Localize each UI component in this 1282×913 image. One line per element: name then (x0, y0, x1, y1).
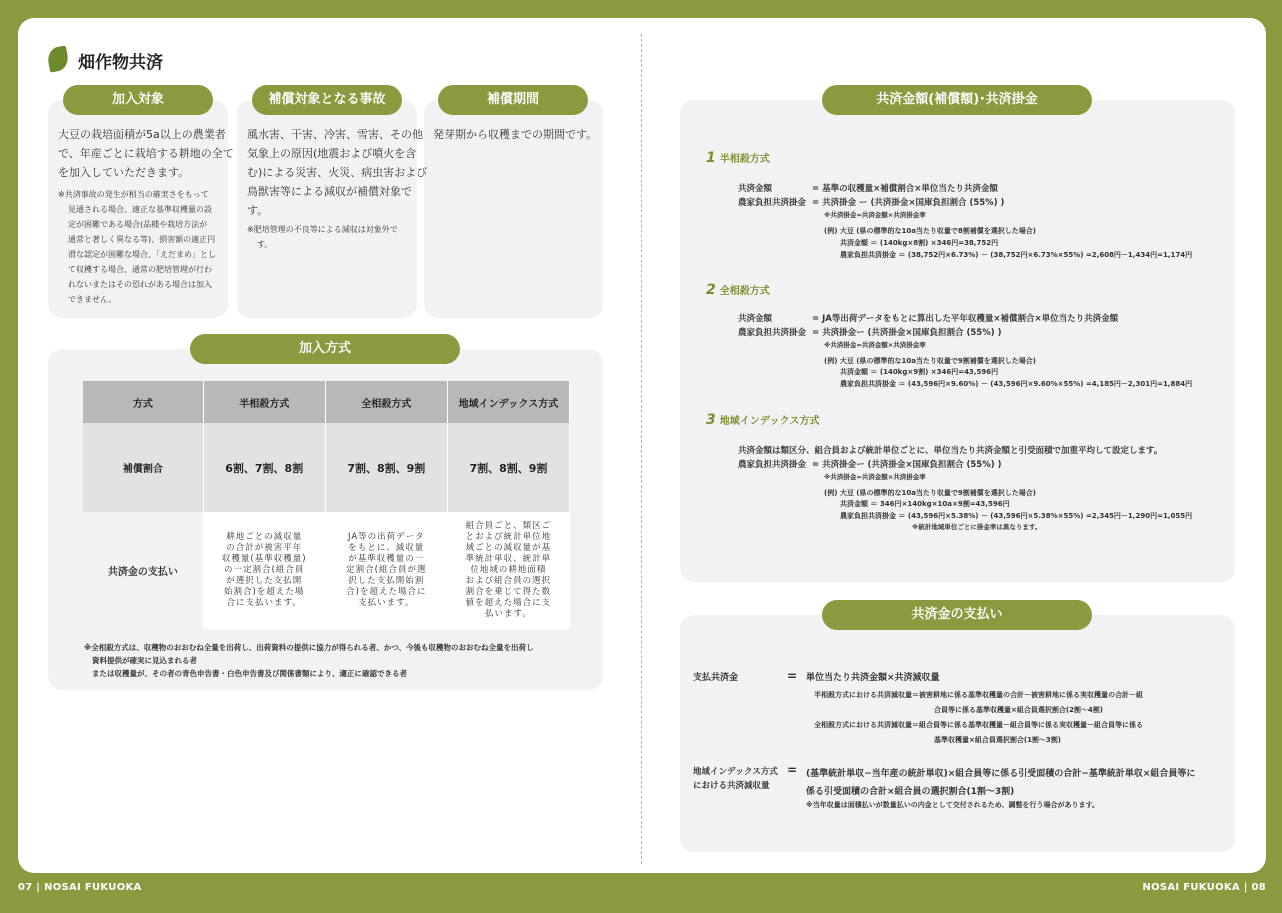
note-line: 定が困難である場合(品種や栽培方法が (68, 220, 208, 229)
premium-section-title (706, 282, 770, 298)
table-header-row (83, 381, 570, 423)
sub-line: 半相殺方式における共済減収量＝被害耕地に係る基準収穫量の合計－被害耕地に係る実収穫量の合計－組 (814, 691, 1143, 699)
formula-line: (基準統計単収−当年産の統計単収)×組合員等に係る引受面積の合計−基準統計単収×組合員等に (806, 769, 1196, 779)
cell-line: 支払います。 (358, 598, 415, 608)
enrollment-header: 加入対象 (63, 85, 213, 115)
table-cell (325, 512, 447, 629)
formula-label: 農家負担共済掛金 (738, 198, 807, 208)
cell-line: 準統計単収、統計単 (465, 554, 552, 564)
section-number: 3 (706, 412, 716, 428)
formula-small-note: ※共済掛金=共済金額×共済掛金率 (824, 211, 926, 219)
note-line: 見通される場合、適正な基準収穫量の設 (68, 205, 212, 214)
example-note: ※統計地域単位ごとに掛金率は異なります。 (912, 523, 1042, 531)
note-line: ※肥培管理の不良等による減収は対象外で (247, 225, 398, 234)
table-cell (447, 512, 569, 629)
cell-line: 割合を乗じて得た数 (465, 587, 552, 597)
cell-line: 域ごとの減収量が基 (465, 543, 552, 553)
table-cell: 7割、8割、9割 (447, 423, 569, 512)
payout-header: 共済金の支払い (822, 600, 1092, 630)
text-line: 発芽期から収穫までの期間です。 (433, 128, 598, 141)
sub-line: 合員等に係る基準収穫量×組合員選択割合(2割〜4割) (934, 706, 1104, 714)
formula-label: 共済金額 (738, 184, 773, 194)
formula-eq: = 共済掛金 ー (共済掛金×国庫負担割合 (55%) ) (812, 198, 1005, 208)
payout-label: 支払共済金 (693, 673, 739, 683)
table-header: 全相殺方式 (325, 381, 447, 423)
cell-line: が選択した支払開 (226, 576, 303, 586)
equals-sign: = (787, 763, 798, 777)
note-line: ※共済事故の発生が相当の確実さをもって (58, 190, 209, 199)
table-row (83, 512, 570, 629)
cell-line: 耕地ごとの減収量 (226, 532, 303, 542)
method-note (84, 641, 534, 680)
cell-line: の一定割合(組合員 (224, 565, 305, 575)
cell-line: をもとに、減収量 (348, 543, 425, 553)
cell-line: 合)を超えた場合に (346, 587, 427, 597)
premium-section-title (706, 412, 819, 428)
formula-eq: = 共済掛金ー (共済掛金×国庫負担割合 (55%) ) (812, 460, 1002, 470)
accidents-note (247, 222, 398, 252)
text-line: 気象上の原因(地震および噴火を含 (247, 147, 417, 160)
page-divider (641, 34, 642, 864)
section-title: 畑作物共済 (78, 53, 163, 73)
formula-line: 係る引受面積の合計×組合員の選択割合(1割〜3割) (806, 787, 1015, 797)
period-header: 補償期間 (438, 85, 588, 115)
sub-line: 基準収穫量×組合員選択割合(1割〜3割) (934, 736, 1062, 744)
note-line: て収穫する場合、通常の肥培管理が行わ (68, 265, 212, 274)
text-line: を加入していただきます。 (58, 166, 190, 179)
sub-line: 全相殺方式における共済減収量＝組合員等に係る基準収穫量－組合員等に係る実収穫量－組合員等に係る (814, 721, 1143, 729)
formula-small-note: ※共済掛金=共済金額×共済掛金率 (824, 341, 926, 349)
cell-line: 払います。 (485, 609, 532, 619)
example-line: 農家負担共済掛金 ＝ (43,596円×5.38%) － (43,596円×5.38%×55%) =2,345円－1,290円=1,055円 (840, 512, 1193, 520)
text-line: 鳥獣害等による減収が補償対象で (247, 185, 412, 198)
cell-line: 択した支払開始割 (348, 576, 425, 586)
formula-small-note: ※共済掛金=共済金額×共済掛金率 (824, 473, 926, 481)
table-row-label: 補償割合 (83, 423, 203, 512)
payout-formula: 単位当たり共済金額×共済減収量 (806, 673, 940, 683)
text-line: で、年産ごとに栽培する耕地の全て (58, 147, 234, 160)
cell-line: 値を超えた場合に支 (465, 598, 552, 608)
note-line: できません。 (68, 295, 117, 304)
formula-label: 農家負担共済掛金 (738, 460, 807, 470)
example-line: 共済金額 ＝ (140kg×9割) ×346円=43,596円 (840, 368, 999, 376)
example-title: (例) 大豆 (県の標準的な10a当たり収量で9割補償を選択した場合) (824, 489, 1037, 497)
example-line: 共済金額 ＝ (140kg×8割) ×346円=38,752円 (840, 239, 999, 247)
table-cell: 7割、8割、9割 (325, 423, 447, 512)
note-line: 通常と著しく異なる等)、損害額の適正円 (68, 235, 216, 244)
section-number: 1 (706, 150, 716, 166)
example-line: 農家負担共済掛金 ＝ (43,596円×9.60%) － (43,596円×9.60%×55%) =4,185円－2,301円=1,884円 (840, 380, 1193, 388)
cell-line: 定割合(組合員が選 (346, 565, 427, 575)
cell-line: および組合員の選択 (465, 576, 552, 586)
text-line: 風水害、干害、冷害、雪害、その他 (247, 128, 423, 141)
cell-line: 組合員ごと、類区ご (465, 521, 552, 531)
example-title: (例) 大豆 (県の標準的な10a当たり収量で8割補償を選択した場合) (824, 227, 1037, 235)
formula-eq: = 共済掛金ー (共済掛金×国庫負担割合 (55%) ) (812, 328, 1002, 338)
table-header: 方式 (83, 381, 203, 423)
note-line: または収穫量が、その者の青色申告書・白色申告書及び関係書類により、適正に確認できる者 (92, 669, 407, 678)
payout-label (693, 765, 778, 793)
premium-box (680, 100, 1235, 582)
payout-subformula (814, 688, 1143, 748)
formula-label: 共済金額 (738, 314, 773, 324)
formula-label: 農家負担共済掛金 (738, 328, 807, 338)
text-line: 大豆の栽培面積が5a以上の農業者 (58, 128, 226, 141)
cell-line: が基準収穫量の一 (348, 554, 425, 564)
payout-formula (806, 765, 1195, 801)
note-line: す。 (257, 240, 273, 249)
accidents-header: 補償対象となる事故 (252, 85, 402, 115)
note-line: れないまたはその恐れがある場合は加入 (68, 280, 212, 289)
formula-eq: = 基準の収穫量×補償割合×単位当たり共済金額 (812, 184, 998, 194)
cell-line: 始割合)を超えた場 (224, 587, 305, 597)
cell-line: JA等の出荷データ (347, 532, 425, 542)
period-body (433, 125, 597, 144)
enrollment-body (58, 125, 234, 182)
formula-label: 共済金額は類区分、組合員および統計単位ごとに、単位当たり共済金額と引受面積で加重平均して設定します。 (738, 446, 1163, 456)
premium-section-title (706, 150, 770, 166)
enrollment-note (58, 187, 216, 307)
accidents-body (247, 125, 427, 220)
section-title: 全相殺方式 (719, 286, 770, 297)
label-line: における共済減収量 (693, 781, 770, 791)
equals-sign: = (787, 669, 798, 683)
cell-line: 合に支払います。 (226, 598, 302, 608)
text-line: す。 (247, 204, 269, 217)
table-row-label: 共済金の支払い (83, 512, 203, 629)
method-table (83, 381, 570, 629)
section-title: 半相殺方式 (719, 154, 770, 165)
cell-line: の合計が被害平年 (226, 543, 303, 553)
table-cell: 6割、7割、8割 (203, 423, 325, 512)
footer-right: NOSAI FUKUOKA | 08 (1142, 882, 1266, 893)
cell-line: 位地域の耕地面積 (470, 565, 547, 575)
label-line: 地域インデックス方式 (693, 767, 778, 777)
example-title: (例) 大豆 (県の標準的な10a当たり収量で9割補償を選択した場合) (824, 357, 1037, 365)
note-line: ※全相殺方式は、収穫物のおおむね全量を出荷し、出荷資料の提供に協力が得られる者、かつ、今後も収穫物のおおむね全量を出荷し (84, 643, 534, 652)
table-header: 地域インデックス方式 (447, 381, 569, 423)
footer-left: 07 | NOSAI FUKUOKA (18, 882, 142, 893)
text-line: む)による災害、火災、病虫害および (247, 166, 428, 179)
table-cell (203, 512, 325, 629)
table-row (83, 423, 570, 512)
section-number: 2 (706, 282, 716, 298)
method-header: 加入方式 (190, 334, 460, 364)
example-line: 農家負担共済掛金 ＝ (38,752円×6.73%) － (38,752円×6.73%×55%) =2,608円－1,434円=1,174円 (840, 251, 1193, 259)
premium-header: 共済金額(補償額)･共済掛金 (822, 85, 1092, 115)
note-line: 滑な認定が困難な場合、「えだまめ」とし (68, 250, 216, 259)
section-title: 地域インデックス方式 (719, 416, 820, 427)
table-header: 半相殺方式 (203, 381, 325, 423)
note-line: 資料提供が確実に見込まれる者 (92, 656, 197, 665)
payout-note: ※当年収量は面積払いが数量払いの内金として交付されるため、調整を行う場合があります。 (806, 801, 1099, 809)
cell-line: とおよび統計単位地 (465, 532, 552, 542)
example-line: 共済金額 ＝ 346円×140kg×10a×9割=43,596円 (840, 500, 1010, 508)
cell-line: 収穫量(基準収穫量) (221, 554, 307, 564)
formula-eq: = JA等出荷データをもとに算出した平年収穫量×補償割合×単位当たり共済金額 (812, 314, 1119, 324)
